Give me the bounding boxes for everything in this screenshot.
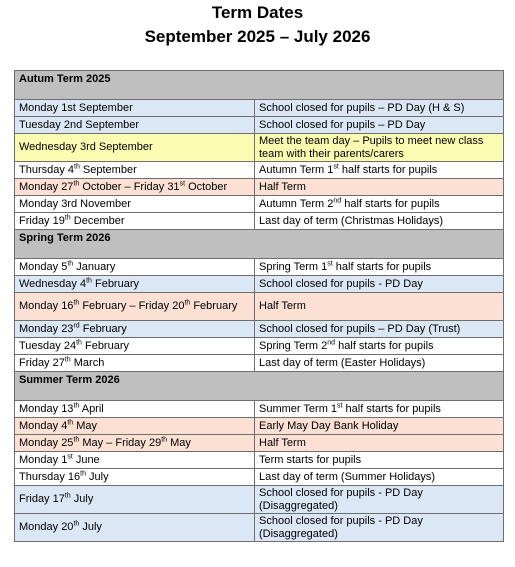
date-cell: Tuesday 24th February xyxy=(15,338,255,355)
section-title: Spring Term 2026 xyxy=(15,230,504,259)
date-cell: Wednesday 3rd September xyxy=(15,134,255,162)
date-cell: Thursday 4th September xyxy=(15,162,255,179)
date-cell: Monday 25th May – Friday 29th May xyxy=(15,435,255,452)
event-cell: School closed for pupils - PD Day xyxy=(255,276,504,293)
event-cell: Spring Term 2nd half starts for pupils xyxy=(255,338,504,355)
table-row xyxy=(15,213,504,230)
event-cell: School closed for pupils – PD Day (Trust) xyxy=(255,321,504,338)
date-cell: Monday 27th October – Friday 31st October xyxy=(15,179,255,196)
event-cell: School closed for pupils – PD Day xyxy=(255,117,504,134)
table-row xyxy=(15,514,504,542)
date-cell: Monday 3rd November xyxy=(15,196,255,213)
section-title: Summer Term 2026 xyxy=(15,372,504,401)
event-cell: Meet the team day – Pupils to meet new class team with their parents/carers xyxy=(255,134,504,162)
page-title: Term Dates xyxy=(211,3,304,22)
date-cell: Friday 17th July xyxy=(15,486,255,514)
table-row xyxy=(15,117,504,134)
table-row xyxy=(15,321,504,338)
section-header-summer xyxy=(15,372,504,401)
date-cell: Monday 1st June xyxy=(15,452,255,469)
date-cell: Monday 4th May xyxy=(15,418,255,435)
event-cell: School closed for pupils – PD Day (H & S) xyxy=(255,100,504,117)
event-cell: Summer Term 1st half starts for pupils xyxy=(255,401,504,418)
section-header-spring xyxy=(15,230,504,259)
date-cell: Tuesday 2nd September xyxy=(15,117,255,134)
table-row xyxy=(15,355,504,372)
event-cell: Autumn Term 2nd half starts for pupils xyxy=(255,196,504,213)
date-cell: Monday 16th February – Friday 20th February xyxy=(15,293,255,321)
event-cell: School closed for pupils - PD Day (Disaggregated) xyxy=(255,514,504,542)
table-row xyxy=(15,401,504,418)
table-row xyxy=(15,100,504,117)
event-cell: Last day of term (Christmas Holidays) xyxy=(255,213,504,230)
table-row xyxy=(15,179,504,196)
table-row xyxy=(15,276,504,293)
date-cell: Monday 23rd February xyxy=(15,321,255,338)
table-row xyxy=(15,435,504,452)
date-cell: Friday 19th December xyxy=(15,213,255,230)
table-row xyxy=(15,338,504,355)
date-cell: Friday 27th March xyxy=(15,355,255,372)
event-cell: Spring Term 1st half starts for pupils xyxy=(255,259,504,276)
table-row xyxy=(15,134,504,162)
term-dates-table xyxy=(14,70,504,542)
section-title: Autum Term 2025 xyxy=(15,71,504,100)
event-cell: Autumn Term 1st half starts for pupils xyxy=(255,162,504,179)
date-cell: Monday 5th January xyxy=(15,259,255,276)
table-row xyxy=(15,259,504,276)
table-row xyxy=(15,196,504,213)
event-cell: Last day of term (Summer Holidays) xyxy=(255,469,504,486)
table-row xyxy=(15,418,504,435)
event-cell: Term starts for pupils xyxy=(255,452,504,469)
event-cell: Half Term xyxy=(255,293,504,321)
event-cell: Last day of term (Easter Holidays) xyxy=(255,355,504,372)
table-row xyxy=(15,162,504,179)
event-cell: Half Term xyxy=(255,435,504,452)
section-header-autumn xyxy=(15,71,504,100)
date-cell: Monday 13th April xyxy=(15,401,255,418)
event-cell: School closed for pupils - PD Day (Disaggregated) xyxy=(255,486,504,514)
table-row xyxy=(15,452,504,469)
date-cell: Monday 1st September xyxy=(15,100,255,117)
event-cell: Early May Day Bank Holiday xyxy=(255,418,504,435)
page-subtitle: September 2025 – July 2026 xyxy=(144,27,371,46)
date-cell: Monday 20th July xyxy=(15,514,255,542)
table-row xyxy=(15,469,504,486)
table-row xyxy=(15,486,504,514)
event-cell: Half Term xyxy=(255,179,504,196)
date-cell: Thursday 16th July xyxy=(15,469,255,486)
table-row xyxy=(15,293,504,321)
date-cell: Wednesday 4th February xyxy=(15,276,255,293)
